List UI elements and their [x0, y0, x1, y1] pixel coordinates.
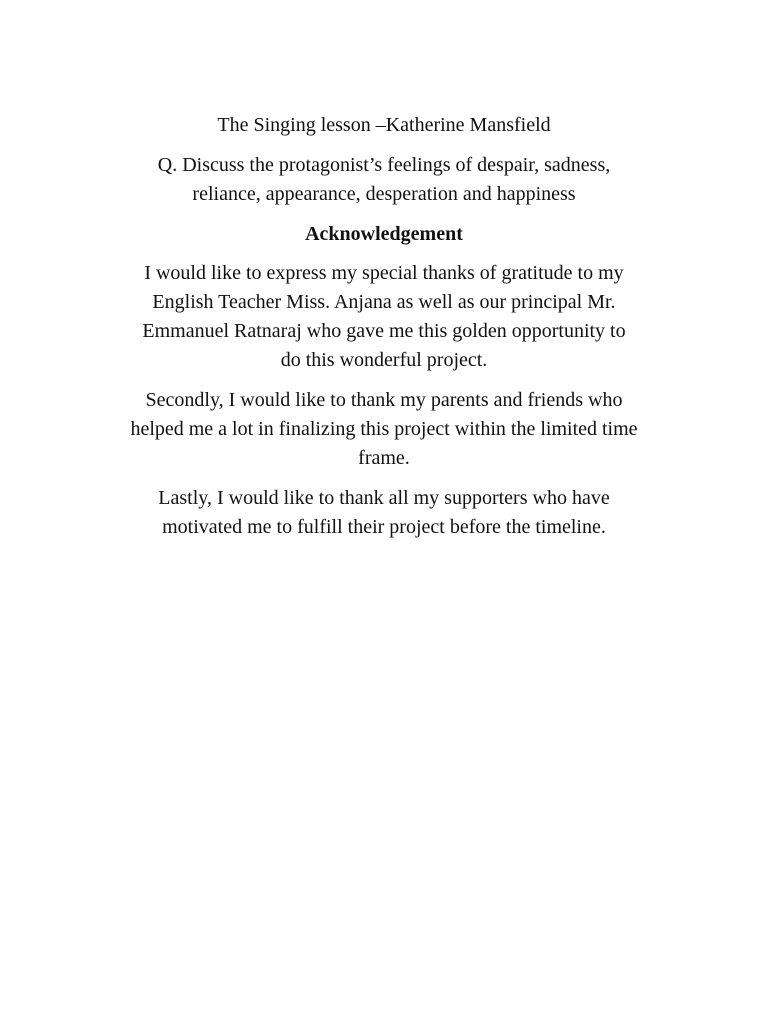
paragraph-line: helped me a lot in finalizing this project within the limited time [130, 418, 638, 440]
paragraph-line: Emmanuel Ratnaraj who gave me this golden opportunity to [142, 320, 626, 342]
paragraph-line: Secondly, I would like to thank my parents and friends who [145, 389, 623, 411]
acknowledgement-paragraph-2 [90, 386, 678, 473]
paragraph-line: Lastly, I would like to thank all my supporters who have [158, 487, 610, 509]
question-line: Q. Discuss the protagonist’s feelings of despair, sadness, [157, 154, 611, 176]
paragraph-line: frame. [358, 447, 410, 469]
heading-text: Acknowledgement [305, 223, 463, 245]
question-paragraph [90, 151, 678, 209]
document-title [90, 111, 678, 140]
question-line: reliance, appearance, desperation and happiness [192, 183, 576, 205]
document-body [90, 111, 678, 553]
acknowledgement-paragraph-3 [90, 484, 678, 542]
paragraph-line: English Teacher Miss. Anjana as well as our principal Mr. [152, 291, 616, 313]
acknowledgement-paragraph-1 [90, 259, 678, 375]
paragraph-line: do this wonderful project. [280, 349, 488, 371]
title-text: The Singing lesson –Katherine Mansfield [217, 114, 551, 136]
paragraph-line: I would like to express my special thanks of gratitude to my [144, 262, 624, 284]
paragraph-line: motivated me to fulfill their project before the timeline. [162, 516, 606, 538]
acknowledgement-heading [90, 220, 678, 249]
